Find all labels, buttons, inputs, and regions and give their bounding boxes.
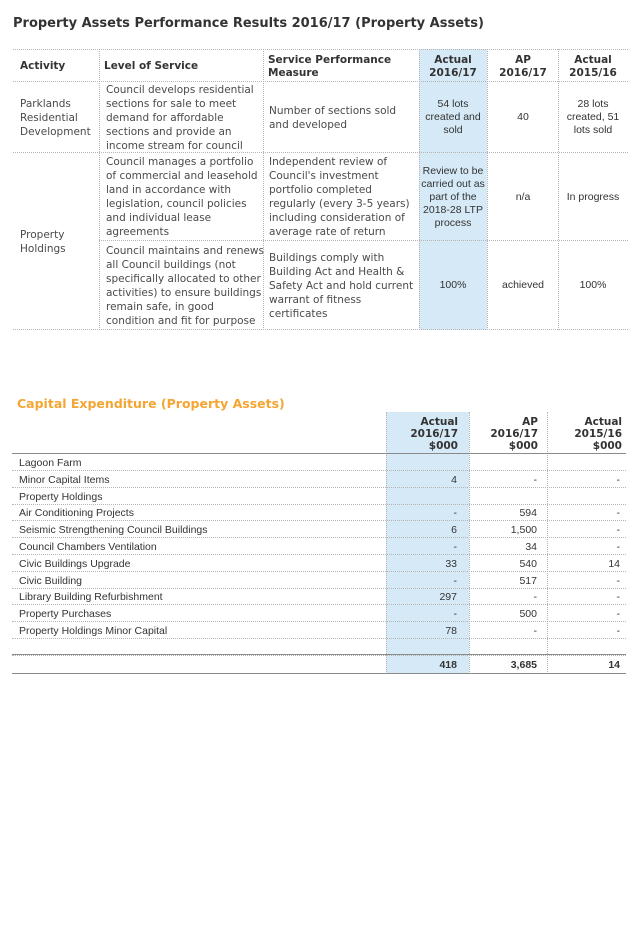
capex-actual-2015-16: - [616, 608, 620, 621]
capex-row-label: Seismic Strengthening Council Buildings [19, 524, 208, 537]
capex-actual-2016-17: 4 [451, 473, 457, 486]
total-ap-2016-17: 3,685 [510, 659, 537, 671]
capex-row-label: Air Conditioning Projects [19, 507, 134, 520]
performance-row [13, 82, 628, 153]
performance-row [13, 153, 628, 255]
capex-header-row [12, 412, 626, 454]
header-actual-2015-16: Actual 2015/16 [569, 53, 617, 79]
capex-actual-2015-16: 14 [608, 557, 620, 570]
level-of-service-cell: Council maintains and renews all Council buildings (not specifically allocated to other activities) to ensure buildings remain safe, in good condition and fit for purpose [106, 244, 264, 327]
capex-actual-2016-17: 6 [451, 524, 457, 537]
capex-row [12, 471, 626, 488]
capex-actual-2016-17: 33 [445, 557, 457, 570]
header-level-of-service: Level of Service [104, 60, 199, 72]
capex-actual-2015-16: - [616, 625, 620, 637]
capex-ap-2016-17: 540 [519, 557, 537, 570]
capex-actual-2016-17: 297 [439, 591, 457, 604]
header-activity: Activity [20, 60, 66, 72]
capex-actual-2016-17: - [453, 608, 457, 621]
capex-ap-2016-17: 500 [519, 608, 537, 621]
capex-actual-2015-16: - [616, 507, 620, 520]
header-actual-2015-16: Actual 2015/16 $000 [574, 416, 622, 452]
capex-row [12, 588, 626, 605]
capex-row [12, 622, 626, 639]
actual-2015-16-cell: 28 lots created, 51 lots sold [566, 98, 620, 136]
capex-row [12, 488, 626, 505]
header-actual-2016-17: Actual 2016/17 [429, 53, 477, 79]
capex-row-label: Minor Capital Items [19, 473, 110, 486]
capex-ap-2016-17: 34 [525, 541, 537, 553]
activity-cell: Property Holdings [20, 228, 66, 255]
measure-cell: Buildings comply with Building Act and Health & Safety Act and hold current warrant of fitness certificates [269, 251, 414, 320]
ap-2016-17-cell: n/a [515, 190, 531, 203]
capex-row-label: Property Holdings [19, 490, 103, 503]
capex-actual-2015-16: - [616, 524, 620, 537]
actual-2016-17-cell: 100% [439, 279, 467, 291]
column-divider [419, 49, 420, 330]
ap-2016-17-cell: achieved [501, 279, 545, 291]
header-actual-2016-17: Actual 2016/17 $000 [410, 416, 458, 452]
column-divider [558, 49, 559, 330]
capex-row [12, 521, 626, 538]
capex-actual-2016-17: - [453, 507, 457, 520]
capex-actual-2015-16: - [616, 574, 620, 587]
capex-row [12, 605, 626, 622]
capex-row [12, 572, 626, 589]
total-actual-2016-17: 418 [439, 659, 457, 671]
level-of-service-cell: Council develops residential sections for sale to meet demand for affordable sections and provide an income stream for council [106, 83, 254, 152]
performance-title: Property Assets Performance Results 2016/17 (Property Assets) [13, 16, 484, 31]
capex-actual-2015-16: - [616, 473, 620, 486]
measure-cell: Independent review of Council's investment portfolio completed regularly (every 3-5 years) including consideration of average rate of return [269, 156, 410, 238]
capex-row-label: Civic Building [19, 574, 83, 587]
capex-ap-2016-17: 594 [519, 507, 537, 520]
activity-cell: Parklands Residential Development [20, 97, 91, 138]
total-actual-2015-16: 14 [608, 659, 620, 671]
header-ap-2016-17: AP 2016/17 $000 [490, 416, 538, 452]
capex-row-label: Property Purchases [19, 608, 112, 621]
capex-title: Capital Expenditure (Property Assets) [17, 396, 285, 411]
performance-header-row [13, 49, 628, 82]
capex-ap-2016-17: 1,500 [510, 524, 537, 537]
actual-2015-16-cell: In progress [566, 190, 620, 203]
capex-actual-2015-16: - [616, 591, 620, 604]
capex-ap-2016-17: - [533, 625, 537, 637]
capex-actual-2015-16: - [616, 541, 620, 553]
capex-ap-2016-17: - [533, 473, 537, 486]
measure-cell: Number of sections sold and developed [269, 104, 397, 131]
ap-2016-17-cell: 40 [517, 111, 529, 123]
capex-actual-2016-17: - [453, 574, 457, 587]
capex-row-label: Property Holdings Minor Capital [19, 625, 168, 637]
actual-2015-16-cell: 100% [579, 279, 607, 291]
capex-ap-2016-17: - [533, 591, 537, 604]
capex-row [12, 504, 626, 521]
capex-ap-2016-17: 517 [519, 574, 537, 587]
level-of-service-cell: Council manages a portfolio of commercial and leasehold land in accordance with legislation, council policies and individual lease agreements [106, 156, 258, 238]
capex-total-row [12, 654, 626, 674]
capex-row [12, 555, 626, 572]
header-performance-measure: Service Performance Measure [268, 53, 392, 79]
capex-row [12, 538, 626, 555]
capex-row-label: Council Chambers Ventilation [19, 541, 157, 553]
capex-actual-2016-17: - [453, 541, 457, 553]
actual-2016-17-cell: Review to be carried out as part of the 2018-28 LTP process [421, 164, 485, 229]
actual-2016-17-cell: 54 lots created and sold [425, 98, 481, 136]
capex-row-label: Library Building Refurbishment [19, 591, 163, 604]
capex-actual-2016-17: 78 [445, 625, 457, 637]
capex-row-label: Civic Buildings Upgrade [19, 557, 131, 570]
performance-row [13, 241, 628, 330]
column-divider [487, 49, 488, 330]
column-divider [99, 49, 100, 330]
capex-row-label: Lagoon Farm [19, 457, 82, 469]
header-ap-2016-17: AP 2016/17 [499, 53, 547, 79]
column-divider [263, 49, 264, 330]
capex-row [12, 454, 626, 471]
